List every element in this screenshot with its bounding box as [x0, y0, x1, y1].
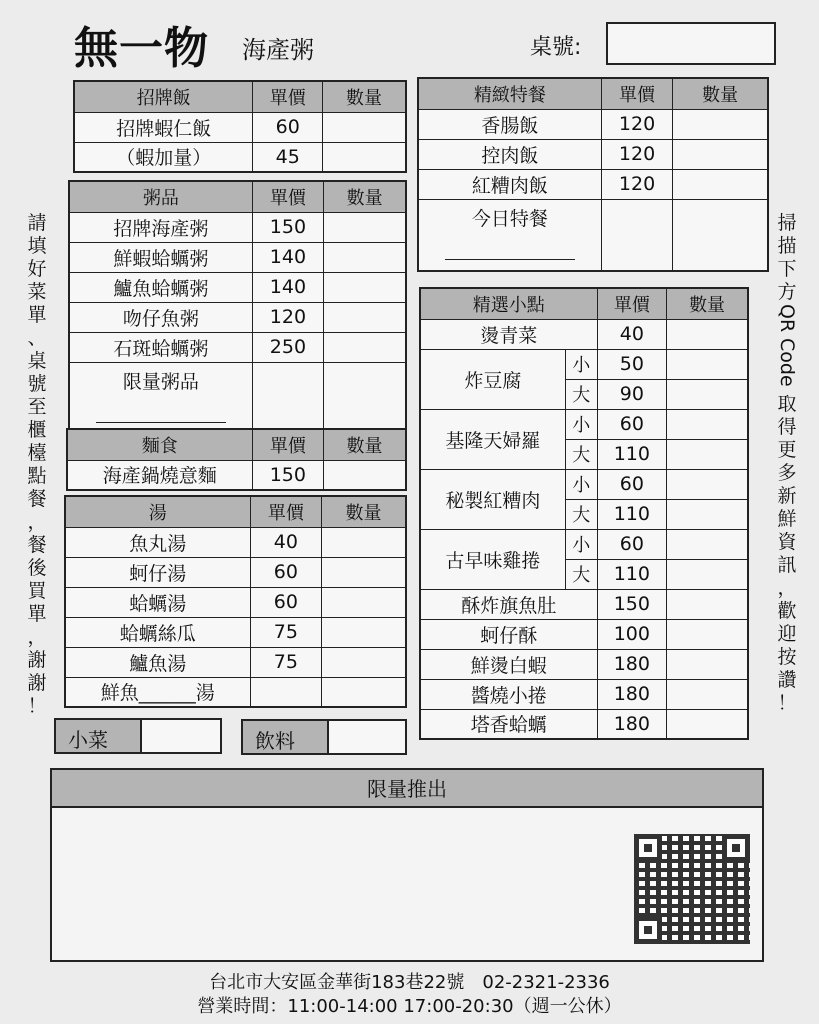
item-price: 120 — [601, 139, 673, 169]
set-meal-table — [417, 77, 769, 272]
qty-cell[interactable] — [322, 647, 406, 677]
item-price: 150 — [252, 460, 324, 490]
item-price: 150 — [597, 589, 667, 619]
drink-box[interactable] — [241, 719, 407, 755]
item-name: 炸豆腐 — [420, 349, 565, 409]
item-name: 香腸飯 — [418, 109, 601, 139]
item-price: 100 — [597, 619, 667, 649]
item-price: 180 — [597, 679, 667, 709]
item-name: 醬燒小捲 — [420, 679, 597, 709]
item-price: 110 — [597, 559, 667, 589]
qty-cell[interactable] — [667, 619, 748, 649]
qty-cell[interactable] — [324, 332, 406, 362]
qty-cell[interactable] — [324, 212, 406, 242]
item-name: 鮮燙白蝦 — [420, 649, 597, 679]
price-header: 單價 — [250, 496, 322, 527]
qty-cell[interactable] — [322, 617, 406, 647]
item-price: 120 — [601, 109, 673, 139]
item-price: 60 — [597, 529, 667, 559]
item-price: 110 — [597, 439, 667, 469]
item-name: 招牌海產粥 — [69, 212, 252, 242]
write-in-line[interactable] — [445, 244, 575, 260]
qty-cell[interactable] — [667, 559, 748, 589]
side-dish-box[interactable] — [54, 718, 222, 754]
section-title: 招牌飯 — [74, 81, 253, 112]
qty-header: 數量 — [673, 78, 768, 109]
item-price: 90 — [597, 379, 667, 409]
noodles-table — [66, 428, 407, 491]
section-title: 精緻特餐 — [418, 78, 601, 109]
footer-hours: 營業時間：11:00-14:00 17:00-20:30（週一公休） — [197, 996, 622, 1017]
item-name: 基隆天婦羅 — [420, 409, 565, 469]
item-price: 140 — [252, 242, 323, 272]
qty-header: 數量 — [323, 81, 406, 112]
qty-cell[interactable] — [667, 469, 748, 499]
qty-cell[interactable] — [673, 139, 768, 169]
item-price: 120 — [252, 302, 323, 332]
price-header: 單價 — [253, 81, 323, 112]
qty-cell[interactable] — [667, 679, 748, 709]
qty-cell[interactable] — [322, 557, 406, 587]
item-price: 60 — [597, 409, 667, 439]
write-in-line[interactable] — [96, 407, 226, 423]
price-header: 單價 — [601, 78, 673, 109]
size-large: 大 — [565, 379, 597, 409]
qty-cell[interactable] — [322, 527, 406, 557]
table-number-field[interactable] — [606, 22, 776, 65]
item-name: 燙青菜 — [420, 319, 597, 349]
item-price: 75 — [250, 617, 322, 647]
item-price: 60 — [250, 557, 322, 587]
price-header: 單價 — [252, 181, 323, 212]
item-price: 60 — [250, 587, 322, 617]
soup-table — [64, 495, 407, 708]
signature-rice-table — [73, 80, 407, 173]
size-large: 大 — [565, 559, 597, 589]
qty-header: 數量 — [324, 181, 406, 212]
item-price: 180 — [597, 649, 667, 679]
size-large: 大 — [565, 499, 597, 529]
qty-cell[interactable] — [673, 199, 768, 271]
item-name: 鮮蝦蛤蠣粥 — [69, 242, 252, 272]
item-price: 40 — [250, 527, 322, 557]
item-price — [601, 199, 673, 271]
limited-porridge-cell[interactable] — [69, 362, 252, 434]
qty-cell[interactable] — [323, 142, 406, 172]
qty-cell[interactable] — [324, 460, 406, 490]
price-header: 單價 — [252, 429, 324, 460]
item-name: 限量粥品 — [122, 370, 199, 393]
qty-cell[interactable] — [667, 439, 748, 469]
item-name: 控肉飯 — [418, 139, 601, 169]
item-price: 45 — [253, 142, 323, 172]
table-number-label: 桌號: — [530, 35, 582, 60]
qty-cell[interactable] — [673, 109, 768, 139]
qty-cell[interactable] — [667, 319, 748, 349]
item-name: 鱸魚湯 — [65, 647, 250, 677]
daily-special-cell[interactable] — [418, 199, 601, 271]
item-name[interactable]: 鮮魚______湯 — [65, 677, 250, 707]
qty-header: 數量 — [324, 429, 406, 460]
size-small: 小 — [565, 349, 597, 379]
qty-cell[interactable] — [667, 379, 748, 409]
item-name: 魚丸湯 — [65, 527, 250, 557]
item-name: 蛤蠣絲瓜 — [65, 617, 250, 647]
qty-cell[interactable] — [322, 587, 406, 617]
section-title: 精選小點 — [420, 288, 597, 319]
qty-cell[interactable] — [667, 529, 748, 559]
item-name: 今日特餐 — [471, 207, 548, 230]
qty-cell[interactable] — [667, 499, 748, 529]
item-price: 75 — [250, 647, 322, 677]
item-name: 蛤蠣湯 — [65, 587, 250, 617]
item-name: 蚵仔湯 — [65, 557, 250, 587]
price-header: 單價 — [597, 288, 667, 319]
qty-cell[interactable] — [667, 349, 748, 379]
qty-cell[interactable] — [673, 169, 768, 199]
qty-header: 數量 — [322, 496, 406, 527]
menu-row — [74, 142, 406, 172]
item-name: 蚵仔酥 — [420, 619, 597, 649]
item-price: 60 — [253, 112, 323, 142]
item-name: 酥炸旗魚肚 — [420, 589, 597, 619]
section-title: 麵食 — [67, 429, 252, 460]
item-name: 石斑蛤蠣粥 — [69, 332, 252, 362]
item-name: 秘製紅糟肉 — [420, 469, 565, 529]
size-small: 小 — [565, 469, 597, 499]
item-name: 紅糟肉飯 — [418, 169, 601, 199]
drink-label: 飲料 — [243, 721, 329, 753]
size-small: 小 — [565, 409, 597, 439]
right-side-note: 掃 描 下 方 QRCode 取 得 更 多 新 鮮 資 訊 ， 歡 迎 按 讚 ！ — [776, 212, 798, 714]
item-price: 40 — [597, 319, 667, 349]
item-price — [250, 677, 322, 707]
side-dish-label: 小菜 — [56, 720, 142, 752]
qty-cell[interactable] — [667, 709, 748, 739]
item-name: 古早味雞捲 — [420, 529, 565, 589]
size-small: 小 — [565, 529, 597, 559]
footer-address: 台北市大安區金華街183巷22號 02-2321-2336 — [209, 972, 610, 993]
qty-cell[interactable] — [324, 242, 406, 272]
item-price: 150 — [252, 212, 323, 242]
item-name: （蝦加量） — [74, 142, 253, 172]
item-price: 110 — [597, 499, 667, 529]
item-name: 塔香蛤蠣 — [420, 709, 597, 739]
qty-cell[interactable] — [667, 409, 748, 439]
limited-title: 限量推出 — [52, 770, 762, 808]
item-price: 180 — [597, 709, 667, 739]
item-name: 吻仔魚粥 — [69, 302, 252, 332]
item-name: 鱸魚蛤蠣粥 — [69, 272, 252, 302]
section-title: 湯 — [65, 496, 250, 527]
section-title: 粥品 — [69, 181, 252, 212]
snacks-table — [419, 287, 749, 740]
qty-cell[interactable] — [324, 272, 406, 302]
qty-header: 數量 — [667, 288, 748, 319]
qty-cell[interactable] — [667, 649, 748, 679]
item-price: 60 — [597, 469, 667, 499]
size-large: 大 — [565, 439, 597, 469]
qty-cell[interactable] — [322, 677, 406, 707]
item-price: 140 — [252, 272, 323, 302]
item-name: 招牌蝦仁飯 — [74, 112, 253, 142]
item-price — [252, 362, 323, 434]
qty-cell[interactable] — [323, 112, 406, 142]
item-price: 120 — [601, 169, 673, 199]
item-name: 海產鍋燒意麵 — [67, 460, 252, 490]
menu-row — [74, 112, 406, 142]
brand-subtitle: 海產粥 — [242, 36, 314, 64]
brand-name: 無一物 — [74, 23, 209, 74]
porridge-table — [68, 180, 407, 435]
item-price: 50 — [597, 349, 667, 379]
item-price: 250 — [252, 332, 323, 362]
qty-cell[interactable] — [324, 302, 406, 332]
limited-section — [50, 768, 764, 962]
qty-cell[interactable] — [324, 362, 406, 434]
left-side-note: 請 填 好 菜 單 、 桌 號 至 櫃 檯 點 餐 ， 餐 後 買 單 ， 謝 謝 ！ — [27, 212, 47, 717]
qr-code-icon[interactable] — [634, 834, 750, 944]
qty-cell[interactable] — [667, 589, 748, 619]
